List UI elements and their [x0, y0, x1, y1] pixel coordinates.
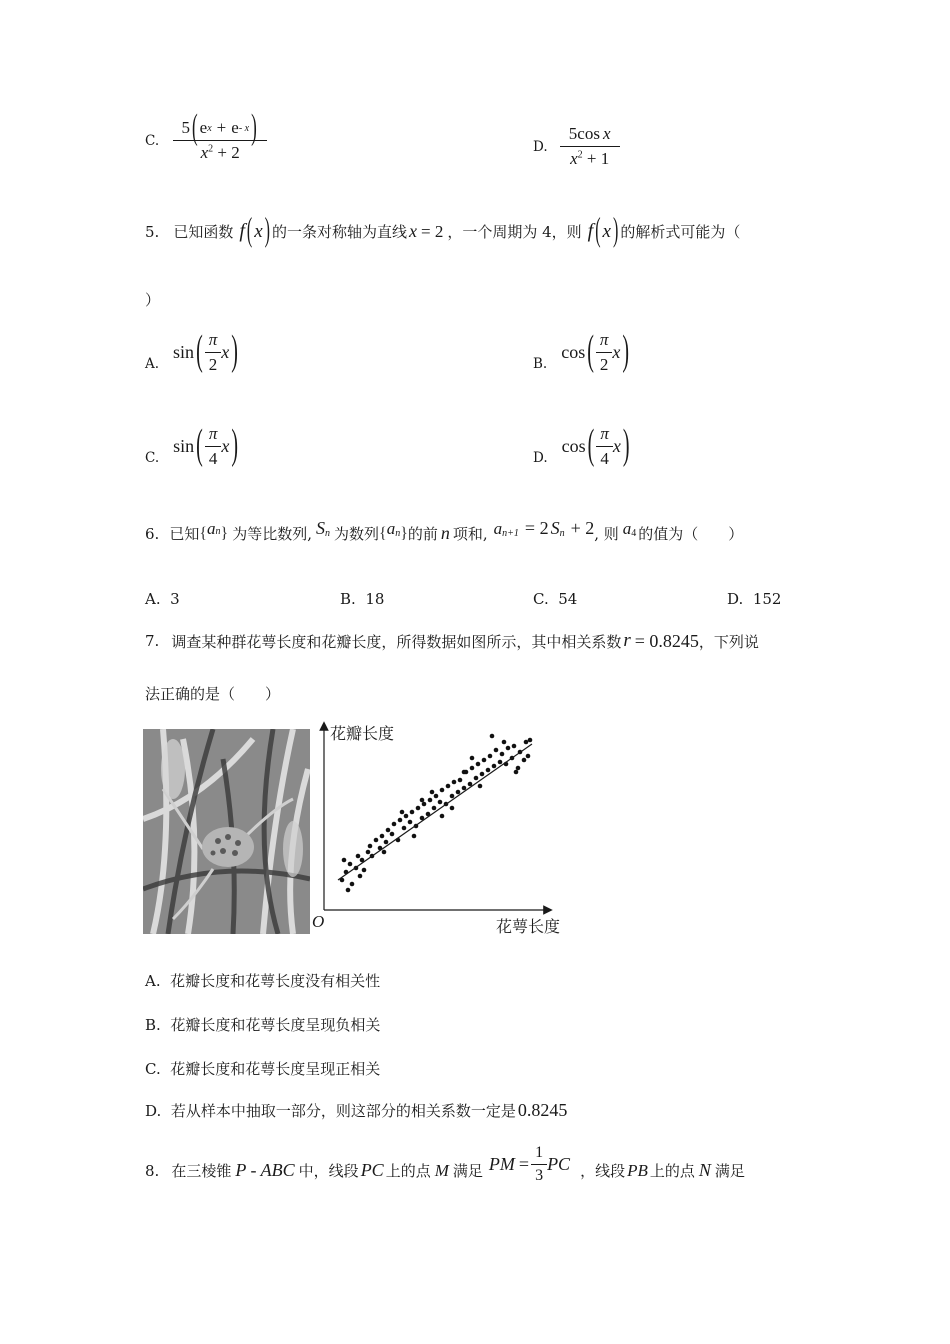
option-label: D. [533, 138, 548, 155]
data-point [358, 874, 363, 879]
data-point [512, 744, 517, 749]
x-axis-label: 花萼长度 [496, 917, 561, 936]
data-point [384, 840, 389, 845]
data-point [452, 780, 457, 785]
data-points [340, 734, 533, 893]
q7-option-a[interactable]: A. 花瓣长度和花萼长度没有相关性 [145, 972, 381, 990]
q7-option-d[interactable]: D. 若从样本中抽取一部分，则这部分的相关系数一定是 0.8245 [145, 1100, 568, 1120]
data-point [428, 798, 433, 803]
data-point [390, 832, 395, 837]
origin-label: O [312, 912, 325, 931]
data-point [368, 844, 373, 849]
data-point [446, 784, 451, 789]
data-point [440, 814, 445, 819]
data-point [494, 748, 499, 753]
q5-option-b[interactable]: B. cos ( $\frac{\pi}{2}$ x ) [533, 328, 630, 375]
data-point [474, 776, 479, 781]
question-number: 6. [145, 524, 160, 543]
data-point [382, 850, 387, 855]
data-point [516, 766, 521, 771]
data-point [374, 838, 379, 843]
q7-option-c[interactable]: C. 花瓣长度和花萼长度呈现正相关 [145, 1060, 381, 1078]
scatter-plot-area [310, 718, 580, 938]
data-point [490, 734, 495, 739]
data-point [348, 862, 353, 867]
q7-option-b[interactable]: B. 花瓣长度和花萼长度呈现负相关 [145, 1016, 381, 1034]
data-point [450, 794, 455, 799]
data-point [342, 858, 347, 863]
q6-stem: 6. 已知 { a $_n$ } 为等比数列, S $_n$ 为数列 { a $_n$ } 的前 n 项和, a $_{n+1}$ = 2 S $_n$ + 2 , 则 a $_4$ 的值为（ ） [145, 518, 744, 543]
data-point [462, 786, 467, 791]
data-point [450, 806, 455, 811]
data-point [404, 814, 409, 819]
data-point [526, 754, 531, 759]
q4-option-c-expression: 5 ( e x + e - x ) $x^2 + 2$ [173, 118, 267, 163]
data-point [432, 806, 437, 811]
data-point [422, 802, 427, 807]
data-point [458, 778, 463, 783]
flower-photo [143, 729, 310, 934]
q5-option-a[interactable]: A. sin ( $\frac{\pi}{2}$ x ) [145, 328, 238, 375]
data-point [506, 746, 511, 751]
data-point [392, 822, 397, 827]
data-point [350, 882, 355, 887]
question-number: 5. [145, 222, 160, 241]
q5-stem: 5. 已知函数 f ( x ) 的一条对称轴为直线 x = 2 ，一个周期为 4，则 f ( x ) 的解析式可能为（ [145, 212, 741, 249]
q4-option-d-expression: $\frac{\text{5cos x}}{x^2 + 1}$ [560, 124, 620, 169]
data-point [398, 818, 403, 823]
data-point [400, 810, 405, 815]
q6-option-a[interactable]: A. 3 [145, 590, 180, 608]
q7-stem-line2: 法正确的是（ ） [145, 685, 281, 703]
data-point [402, 826, 407, 831]
data-point [408, 820, 413, 825]
data-point [498, 760, 503, 765]
q7-stem-line1: 7. 调查某种群花萼长度和花瓣长度，所得数据如图所示，其中相关系数 r = 0.8245 ，下列说 [145, 630, 759, 651]
data-point [470, 766, 475, 771]
scatter-chart [310, 718, 580, 938]
data-point [480, 772, 485, 777]
data-point [362, 868, 367, 873]
data-point [524, 740, 529, 745]
data-point [380, 834, 385, 839]
data-point [528, 738, 533, 743]
data-point [482, 758, 487, 763]
q6-option-d[interactable]: D. 152 [727, 590, 782, 608]
data-point [410, 810, 415, 815]
data-point [366, 850, 371, 855]
option-label: C. [145, 132, 160, 149]
q5-option-d[interactable]: D. cos ( $\frac{\pi}{4}$ x ) [533, 422, 630, 469]
data-point [476, 762, 481, 767]
data-point [346, 888, 351, 893]
data-point [412, 834, 417, 839]
data-point [478, 784, 483, 789]
q8-stem: 8. 在三棱锥 P - ABC 中，线段 PC 上的点 M 满足 PM = $\frac{1}{3}$ PC ，线段 PB 上的点 N 满足 [145, 1144, 745, 1184]
data-point [456, 790, 461, 795]
y-axis-label: 花瓣长度 [330, 724, 395, 743]
data-point [522, 758, 527, 763]
data-point [430, 790, 435, 795]
q6-option-c[interactable]: C. 54 [533, 590, 578, 608]
q5-option-c[interactable]: C. sin ( $\frac{\pi}{4}$ x ) [145, 422, 239, 469]
data-point [356, 854, 361, 859]
data-point [386, 828, 391, 833]
data-point [492, 764, 497, 769]
data-point [488, 754, 493, 759]
data-point [416, 806, 421, 811]
data-point [500, 752, 505, 757]
q5-close-paren: ） [145, 291, 161, 309]
q4-option-d[interactable] [533, 124, 620, 169]
data-point [470, 756, 475, 761]
data-point [440, 788, 445, 793]
data-point [438, 800, 443, 805]
q4-option-c[interactable] [145, 107, 267, 163]
data-point [514, 770, 519, 775]
trend-line [338, 744, 532, 880]
data-point [462, 770, 467, 775]
data-point [502, 740, 507, 745]
question-number: 7. [145, 632, 160, 650]
q6-option-b[interactable]: B. 18 [340, 590, 385, 608]
data-point [434, 794, 439, 799]
data-point [420, 798, 425, 803]
data-point [486, 768, 491, 773]
question-number: 8. [145, 1161, 160, 1180]
